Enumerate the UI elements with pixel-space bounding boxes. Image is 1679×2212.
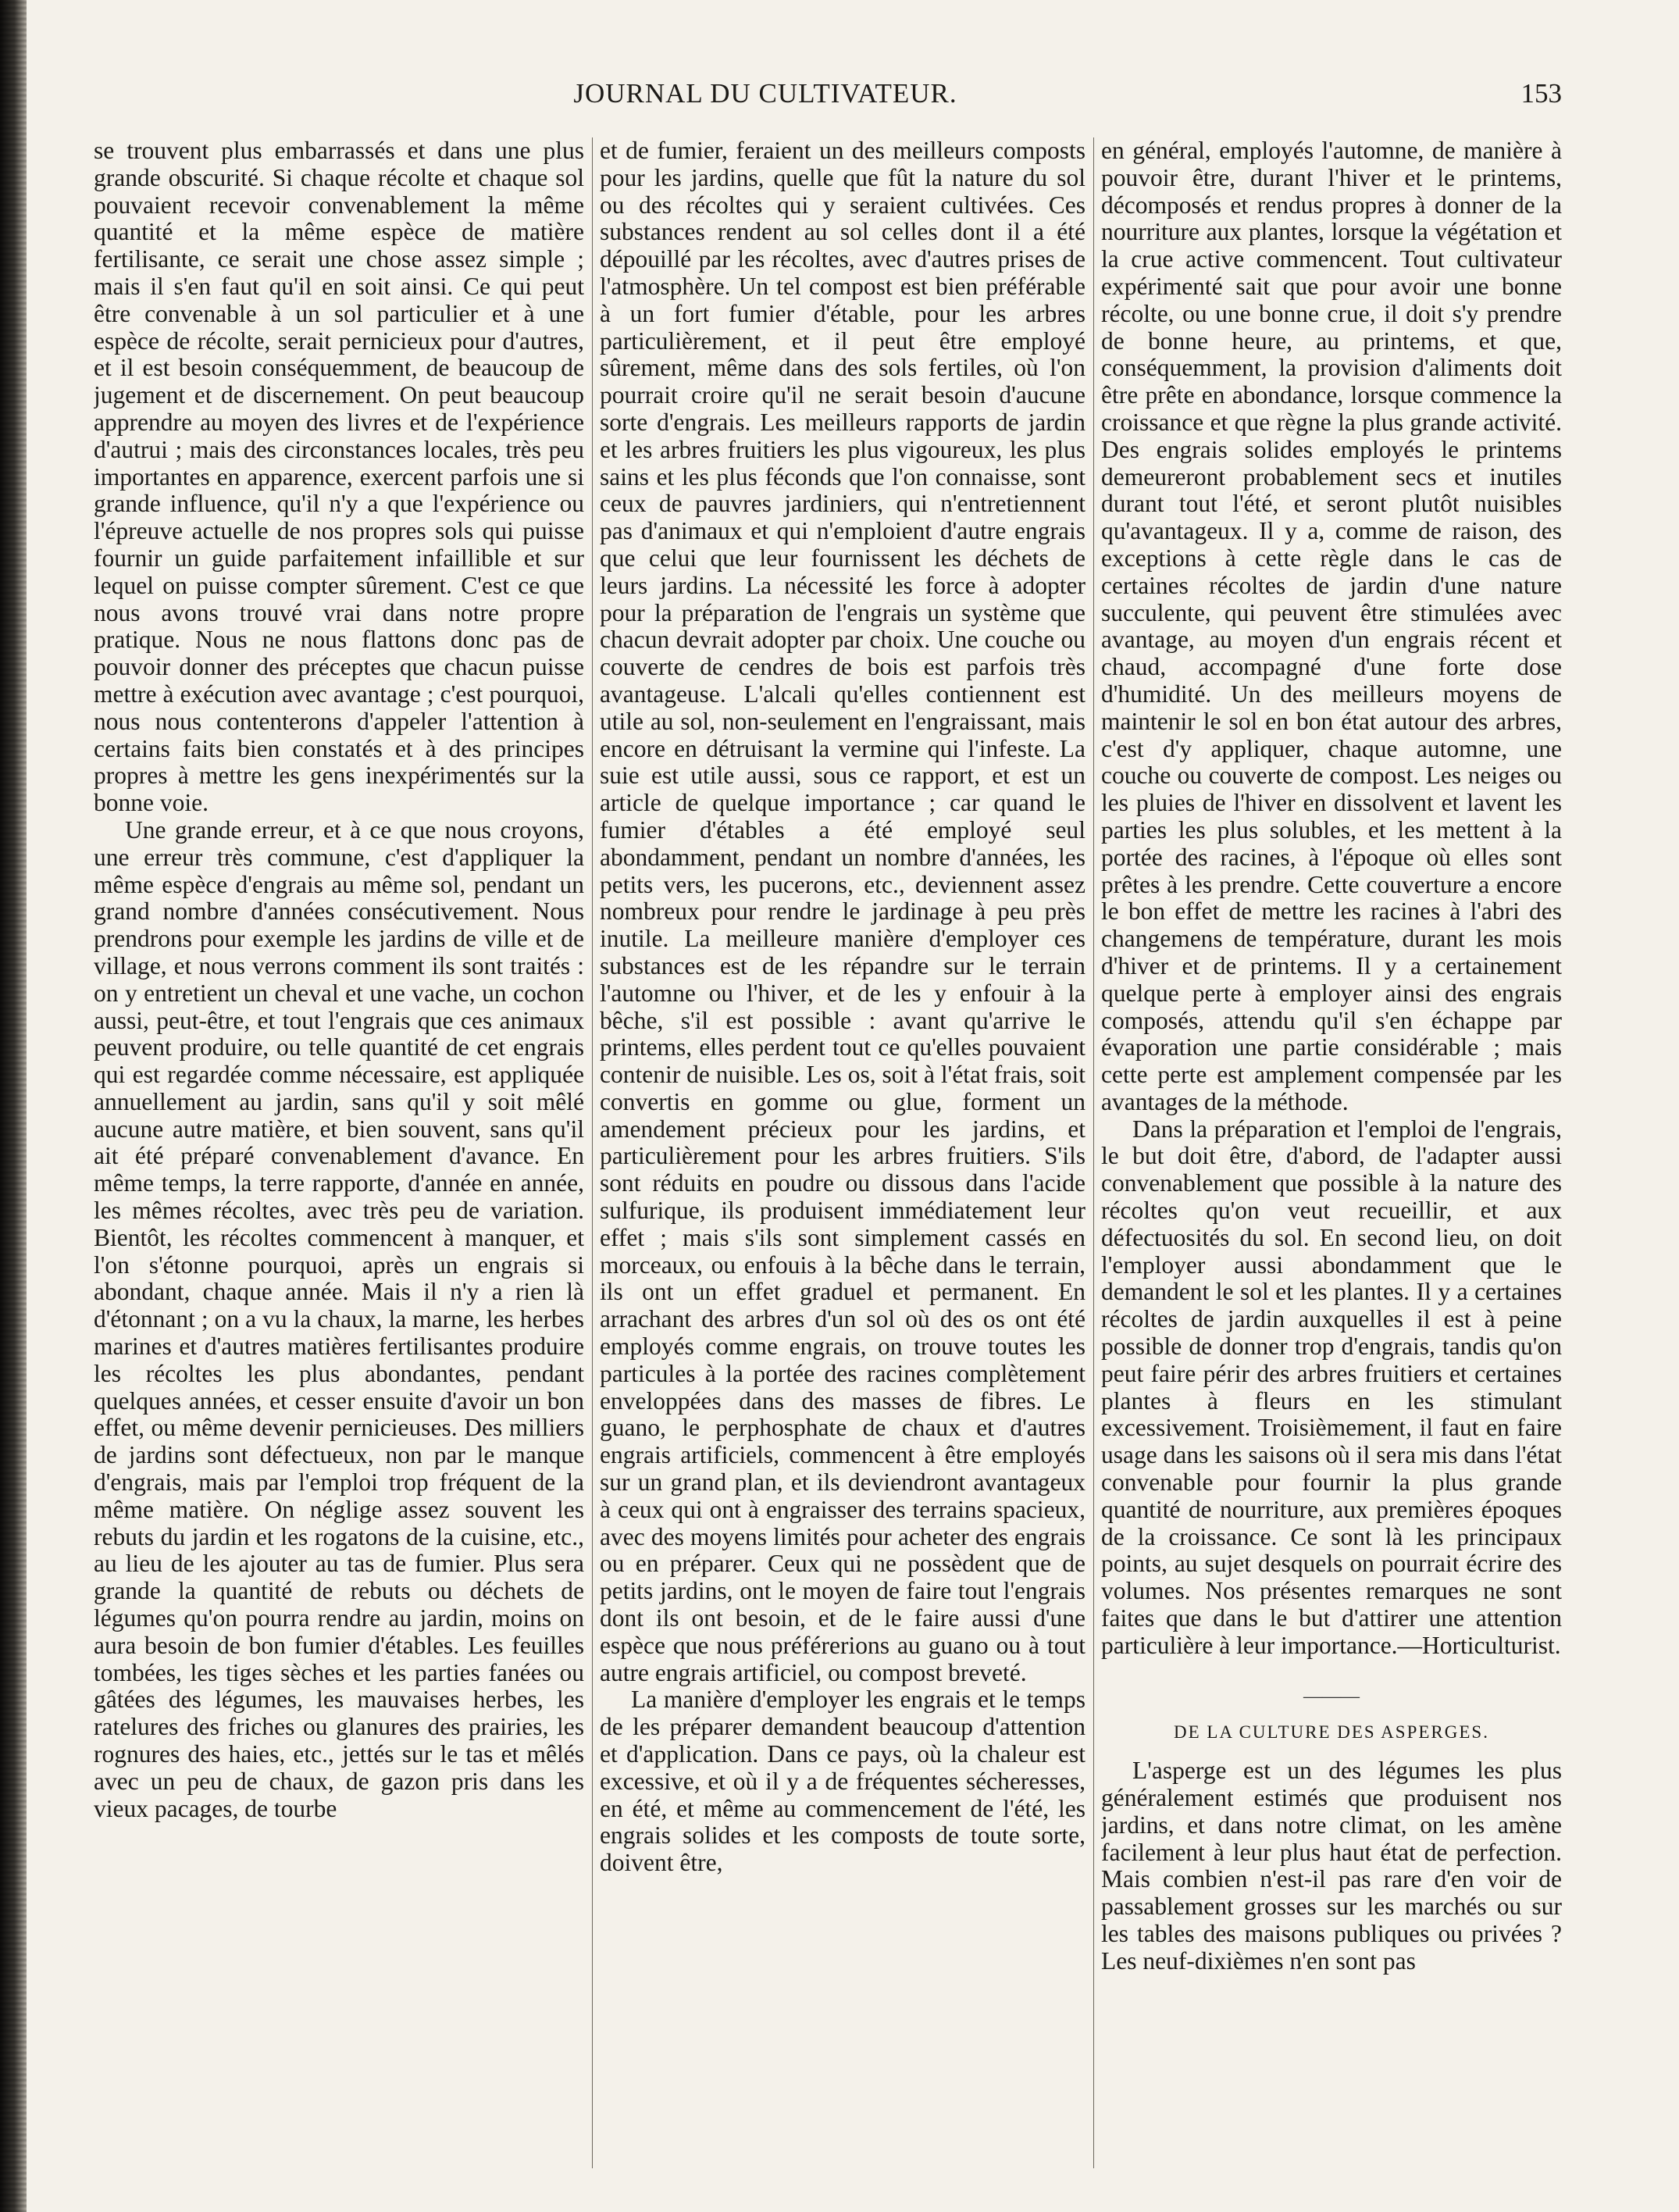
section-divider: ——— — [1303, 1686, 1360, 1707]
text-columns — [94, 137, 1562, 2168]
running-title: JOURNAL DU CULTIVATEUR. — [573, 78, 957, 109]
column-3-paragraph-1: en général, employés l'automne, de manière à pouvoir être, durant l'hiver et le printems, décomposés et rendus propres à donner de la nourriture aux plantes, lorsque la végétation et la crue active commencent. Tout cultivateur expérimenté sait que pour avoir une bonne récolte, ou une bonne crue, il doit s'y prendre de bonne heure, au printems, et que, conséquemment, la provision d'aliments doit être prête en abondance, lorsque commence la croissance et que règne la plus grande activité. Des engrais solides employés le printems demeureront probablement secs et inutiles durant tout l'été, et seront plutôt nuisibles qu'avantageux. Il y a, comme de raison, des exceptions à cette règle dans le cas de certaines récoltes de jardin d'une nature succulente, qui peuvent être stimulées avec avantage, au moyen d'un engrais récent et chaud, accompagné d'une forte dose d'humidité. Un des meilleurs moyens de maintenir le sol en bon état autour des arbres, c'est d'y appliquer, chaque automne, une couche ou couverte de compost. Les neiges ou les pluies de l'hiver en dissolvent et lavent les parties les plus solubles, et les mettent à la portée des racines, à l'époque où elles sont prêtes à les prendre. Cette couverture a encore le bon effet de mettre les racines à l'abri des changemens de température, durant les mois d'hiver et de printems. Il y a certainement quelque perte à employer ainsi des engrais composés, attendu qu'il s'en échappe par évaporation une partie considérable ; mais cette perte est amplement compensée par les avantages de la méthode. — [1101, 137, 1562, 1115]
column-1 — [94, 137, 584, 2168]
page-number: 153 — [1520, 78, 1562, 109]
column-2-paragraph-2: La manière d'employer les engrais et le temps de les préparer demandent beaucoup d'attention et d'application. Dans ce pays, où la chaleur est excessive, et où il y a de fréquentes sécheresses, en été, et même au commencement de l'été, les engrais solides et les composts de toute sorte, doivent être, — [600, 1686, 1085, 1877]
scan-edge-shadow — [0, 0, 27, 2212]
section-title: DE LA CULTURE DES ASPERGES. — [1174, 1722, 1489, 1743]
column-2 — [600, 137, 1085, 2168]
column-rule-2 — [1093, 137, 1094, 2168]
page-header — [94, 75, 1562, 122]
column-3-paragraph-2: Dans la préparation et l'emploi de l'engrais, le but doit être, d'abord, de l'adapter aussi convenablement que possible à la nature des récoltes qu'on veut recueillir, et aux défectuosités du sol. En second lieu, on doit l'employer aussi abondamment que le demandent le sol et les plantes. Il y a certaines récoltes de jardin auxquelles il est à peine possible de donner trop d'engrais, tandis qu'on peut faire périr des arbres fruitiers et certaines plantes à fleurs en les stimulant excessivement. Troisièmement, il faut en faire usage dans les saisons où il sera mis dans l'état convenable pour fournir la plus grande quantité de nourriture, aux premières époques de la croissance. Ce sont là les principaux points, au sujet desquels on pourrait écrire des volumes. Nos présentes remarques ne sont faites que dans le but d'attirer une attention particulière à leur importance.—Horticulturist. — [1101, 1115, 1562, 1659]
column-2-paragraph-1: et de fumier, feraient un des meilleurs composts pour les jardins, quelle que fût la nature du sol ou des récoltes qui y seraient cultivées. Ces substances rendent au sol celles dont il a été dépouillé par les récoltes, avec d'autres prises de l'atmosphère. Un tel compost est bien préférable à un fort fumier d'étable, pour les arbres particulièrement, et il peut être employé sûrement, même dans des sols fertiles, où l'on pourrait croire qu'il ne serait besoin d'aucune sorte d'engrais. Les meilleurs rapports de jardin et les arbres fruitiers les plus vigoureux, les plus sains et les plus féconds que l'on connaisse, sont ceux de pauvres jardiniers, qui n'entretiennent pas d'animaux et qui n'emploient d'autre engrais que celui que leur fournissent les déchets de leurs jardins. La nécessité les force à adopter pour la préparation de l'engrais un système que chacun devrait adopter par choix. Une couche ou couverte de cendres de bois est parfois très avantageuse. L'alcali qu'elles contiennent est utile au sol, non-seulement en l'engraissant, mais encore en détruisant la vermine qui l'infeste. La suie est utile aussi, sous ce rapport, et est un article de quelque importance ; car quand le fumier d'étables a été employé seul abondamment, pendant un nombre d'années, les petits vers, les pucerons, etc., deviennent assez nombreux pour rendre le jardinage à peu près inutile. La meilleure manière d'employer ces substances est de les répandre sur le terrain l'automne ou l'hiver, et de les y enfouir à la bêche, s'il est possible : avant qu'arrive le printems, elles perdent tout ce qu'elles pouvaient contenir de nuisible. Les os, soit à l'état frais, soit convertis en gomme ou glue, forment un amendement précieux pour les jardins, et particulièrement pour les arbres fruitiers. S'ils sont réduits en poudre ou dissous dans l'acide sulfurique, ils produisent immédiatement leur effet ; mais s'ils sont simplement cassés en morceaux, ou enfouis à la bêche dans le terrain, ils ont un effet graduel et permanent. En arrachant des arbres d'un sol où des os ont été employés comme engrais, on trouve toutes les particules à la portée des racines complètement enveloppées dans des masses de fibres. Le guano, le perphosphate de chaux et d'autres engrais artificiels, commencent à être employés sur un grand plan, et ils deviendront avantageux à ceux qui ont à engraisser des terrains spacieux, avec des moyens limités pour acheter des engrais ou en préparer. Ceux qui ne possèdent que de petits jardins, ont le moyen de faire tout l'engrais dont ils ont besoin, et de le faire aussi d'une espèce que nous préférerions au guano ou à tout autre engrais artificiel, ou compost breveté. — [600, 137, 1085, 1686]
column-1-paragraph-2: Une grande erreur, et à ce que nous croyons, une erreur très commune, c'est d'appliquer la même espèce d'engrais au même sol, pendant un grand nombre d'années consécutivement. Nous prendrons pour exemple les jardins de ville et de village, et nous verrons comment ils sont traités : on y entretient un cheval et une vache, un cochon aussi, peut-être, et tout l'engrais que ces animaux peuvent produire, ou telle quantité de cet engrais qui est regardée comme nécessaire, est appliquée annuellement au jardin, sans qu'il y soit mêlé aucune autre matière, et bien souvent, sans qu'il ait été préparé convenablement d'avance. En même temps, la terre rapporte, d'année en année, les mêmes récoltes, avec très peu de variation. Bientôt, les récoltes commencent à manquer, et l'on s'étonne pourquoi, après un engrais si abondant, chaque année. Mais il n'y a rien là d'étonnant ; on a vu la chaux, la marne, les herbes marines et d'autres matières fertilisantes produire les récoltes les plus abondantes, pendant quelques années, et cesser ensuite d'avoir un bon effet, ou même devenir pernicieuses. Des milliers de jardins sont défectueux, non par le manque d'engrais, mais par l'emploi trop fréquent de la même matière. On néglige assez souvent les rebuts du jardin et les rogatons de la cuisine, etc., au lieu de les ajouter au tas de fumier. Plus sera grande la quantité de rebuts ou déchets de légumes qu'on pourra rendre au jardin, moins on aura besoin de bon fumier d'étables. Les feuilles tombées, les tiges sèches et les parties fanées ou gâtées des légumes, les mauvaises herbes, les ratelures des friches ou glanures des prairies, les rognures des haies, etc., jettés sur le tas et mêlés avec un peu de chaux, de gazon pris dans les vieux pacages, de tourbe — [94, 815, 584, 1822]
column-rule-1 — [592, 137, 593, 2168]
column-1-paragraph-1: se trouvent plus embarrassés et dans une plus grande obscurité. Si chaque récolte et chaque sol pouvaient recevoir convenablement la même quantité et la même espèce de matière fertilisante, ce serait une chose assez simple ; mais il s'en faut qu'il en soit ainsi. Ce qui peut être convenable à un sol particulier et à une espèce de récolte, serait pernicieux pour d'autres, et il est besoin conséquemment, de beaucoup de jugement et de discernement. On peut beaucoup apprendre au moyen des livres et de l'expérience d'autrui ; mais des circonstances locales, très peu importantes en apparence, exercent parfois une si grande influence, qu'il n'y a que l'expérience ou l'épreuve actuelle de nos propres sols qui puisse fournir un guide parfaitement infaillible et sur lequel on puisse compter sûrement. C'est ce que nous avons trouvé vrai dans notre propre pratique. Nous ne nous flattons donc pas de pouvoir donner des préceptes que chacun puisse mettre à exécution avec avantage ; c'est pourquoi, nous nous contenterons d'appeler l'attention à certains faits bien constatés et à des principes propres à mettre les gens inexpérimentés sur la bonne voie. — [94, 137, 584, 817]
column-3-paragraph-3: L'asperge est un des légumes les plus généralement estimés que produisent nos jardins, et dans notre climat, on les amène facilement à leur plus haut état de perfection. Mais combien n'est-il pas rare d'en voir de passablement grosses sur les marchés ou sur les tables des maisons publiques ou privées ? Les neuf-dixièmes n'en sont pas — [1101, 1757, 1562, 1975]
column-3 — [1101, 137, 1562, 2168]
journal-page — [94, 75, 1562, 2176]
